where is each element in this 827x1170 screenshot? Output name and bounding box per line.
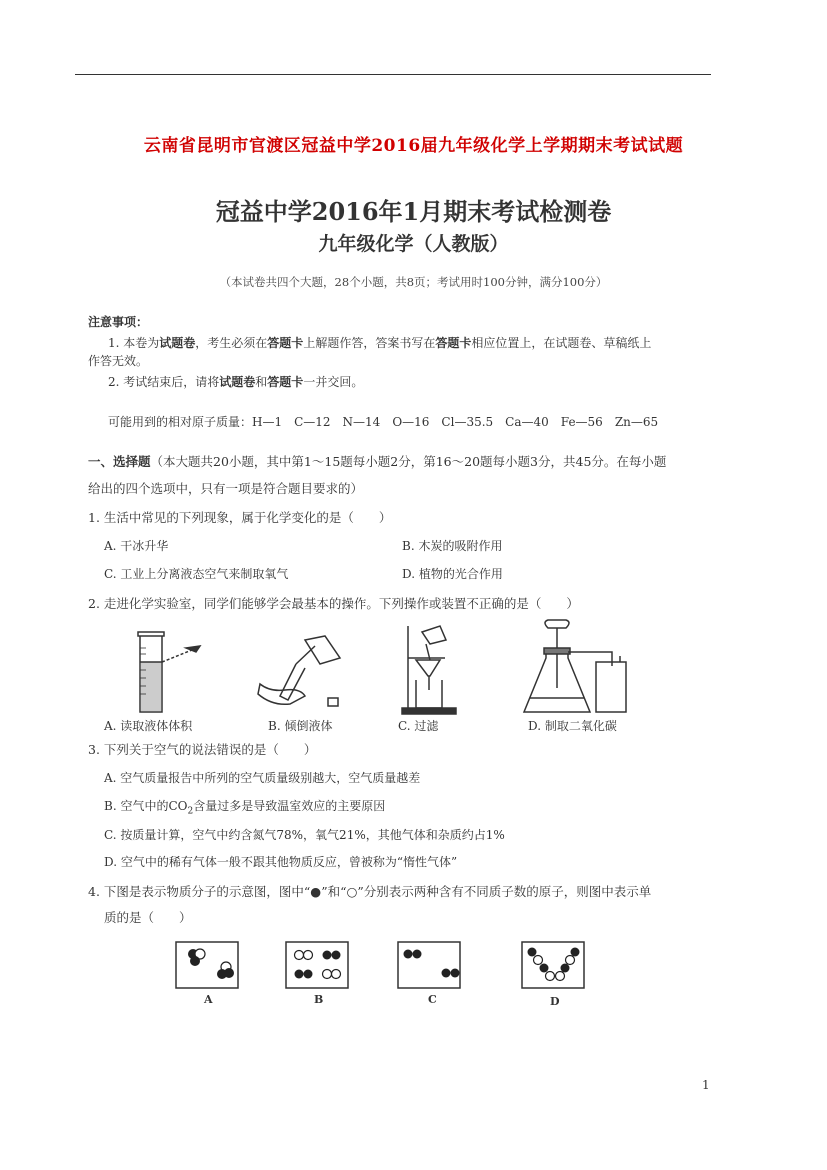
q1-option-c: C. 工业上分离液态空气来制取氧气	[104, 567, 289, 581]
molecule-box-b	[286, 942, 348, 988]
exam-title: 冠益中学2016年1月期末考试检测卷	[215, 197, 612, 226]
q3-option-c: C. 按质量计算，空气中约含氮气78%，氧气21%，其他气体和杂质约占1%	[104, 828, 505, 842]
graduated-cylinder-figure	[138, 632, 200, 712]
q3-option-b	[104, 797, 385, 816]
q1-option-d: D. 植物的光合作用	[402, 567, 503, 581]
q3-option-b-text: B. 空气中的CO	[104, 799, 188, 813]
q3-option-d: D. 空气中的稀有气体一般不跟其他物质反应，曾被称为“惰性气体”	[104, 855, 458, 869]
notice-bold: 答题卡	[267, 336, 304, 350]
notice-bold: 试题卷	[219, 375, 256, 389]
subscript: 2	[187, 806, 194, 817]
q3-option-b-text: 含量过多是导致温室效应的主要原因	[193, 799, 386, 813]
q2-option-a: A. 读取液体体积	[104, 719, 193, 733]
q4-label-d: D	[550, 995, 560, 1008]
notice-bold: 试题卷	[159, 336, 196, 350]
q2-stem: 2. 走进化学实验室，同学们能够学会最基本的操作。下列操作或装置不正确的是（ ）	[88, 596, 579, 611]
notice-text: 1. 本卷为	[108, 336, 160, 350]
section-heading: 一、选择题	[88, 454, 151, 469]
document-title: 云南省昆明市官渡区冠益中学2016届九年级化学上学期期末考试试题	[143, 136, 684, 156]
notice-item-1-cont: 作答无效。	[88, 354, 149, 368]
section-desc-text: （本大题共20小题，其中第1～15题每小题2分，第16～20题每小题3分，共45分。在每小题	[150, 454, 667, 469]
q2-option-d: D. 制取二氧化碳	[528, 719, 617, 733]
q1-option-a: A. 干冰升华	[104, 539, 169, 553]
filtration-figure	[402, 626, 456, 714]
q2-option-c: C. 过滤	[398, 719, 439, 733]
atomic-masses: 可能用到的相对原子质量：H—1 C—12 N—14 O—16 Cl—35.5 Ca—40 Fe—56 Zn—65	[108, 415, 659, 429]
molecule-box-a	[176, 942, 238, 988]
q3-stem: 3. 下列关于空气的说法错误的是（ ）	[88, 742, 317, 757]
notice-text: 相应位置上，在试题卷、草稿纸上	[471, 336, 652, 350]
notice-bold: 答题卡	[267, 375, 304, 389]
q1-stem: 1. 生活中常见的下列现象，属于化学变化的是（ ）	[88, 510, 392, 525]
q4-label-b: B	[314, 993, 324, 1006]
q4-stem: 4. 下图是表示物质分子的示意图，图中“●”和“○”分别表示两种含有不同质子数的原子，则图中表示单	[88, 884, 652, 899]
section-1-desc-2: 给出的四个选项中，只有一项是符合题目要求的）	[88, 481, 364, 496]
molecule-box-c	[398, 942, 460, 988]
q1-option-b: B. 木炭的吸附作用	[402, 539, 503, 553]
molecule-box-d	[522, 942, 584, 988]
header-rule	[75, 74, 711, 75]
notice-text: ，考生必须在	[195, 336, 268, 350]
q4-label-c: C	[428, 993, 437, 1006]
exam-subtitle: 九年级化学（人教版）	[318, 233, 509, 255]
molecule-diagrams	[170, 938, 610, 994]
notice-text: 一并交回。	[303, 375, 364, 389]
q3-option-a: A. 空气质量报告中所列的空气质量级别越大，空气质量越差	[104, 771, 421, 785]
notice-item-1	[108, 334, 651, 352]
q2-apparatus-figures	[100, 618, 660, 718]
section-1-desc	[88, 452, 666, 470]
q4-stem-cont: 质的是（ ）	[104, 910, 192, 925]
page-number: 1	[702, 1078, 710, 1092]
notice-item-2	[108, 373, 363, 391]
notice-text: 2. 考试结束后，请将	[108, 375, 220, 389]
notice-text: 上解题作答，答案书写在	[303, 336, 436, 350]
pouring-liquid-figure	[258, 636, 340, 706]
notice-bold: 答题卡	[435, 336, 472, 350]
exam-note: （本试卷共四个大题，28个小题，共8页；考试用时100分钟，满分100分）	[219, 275, 608, 289]
co2-generation-figure	[524, 620, 626, 712]
notice-heading: 注意事项：	[88, 315, 149, 329]
q2-option-b: B. 倾倒液体	[268, 719, 333, 733]
q4-label-a: A	[204, 993, 213, 1006]
notice-text: 和	[255, 375, 268, 389]
